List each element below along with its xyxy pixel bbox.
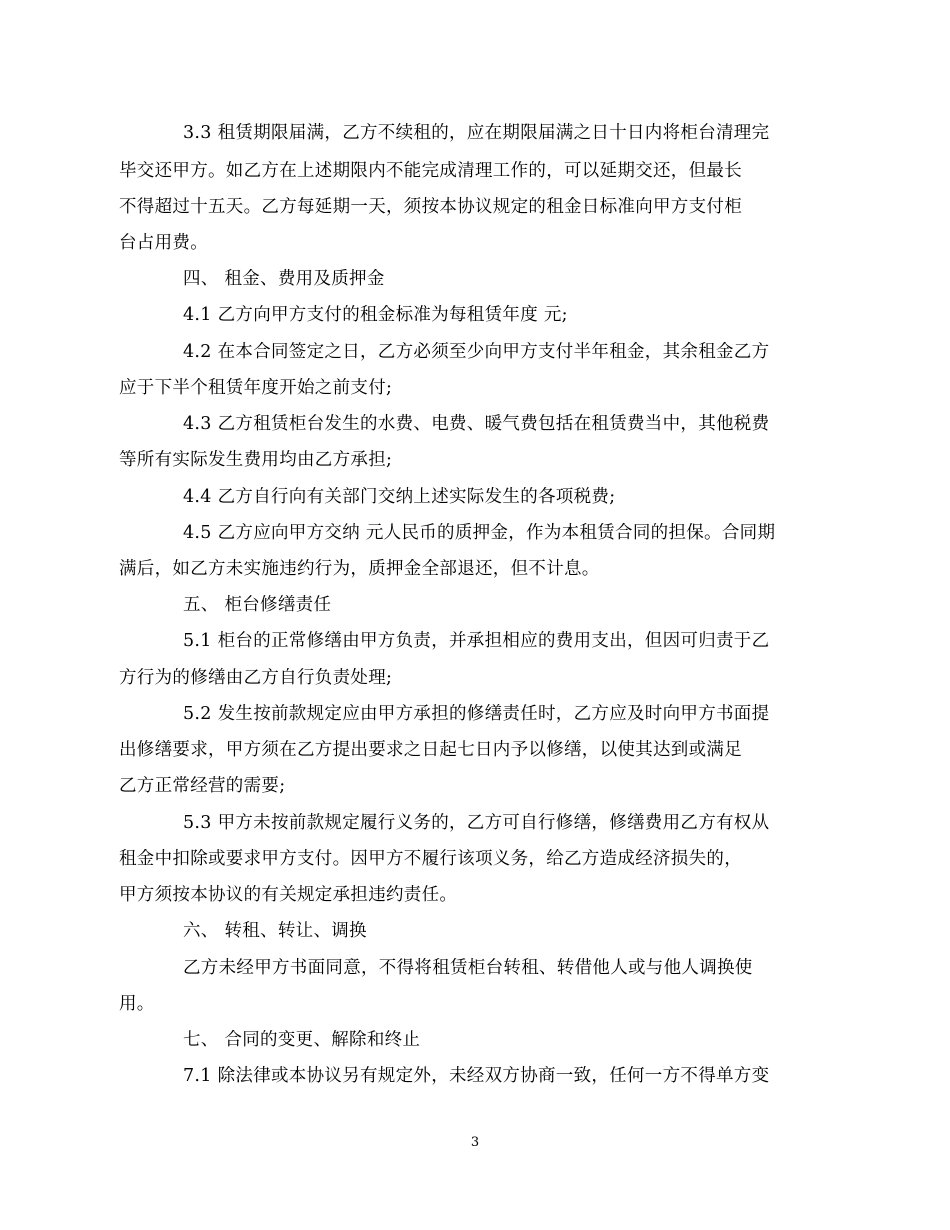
- text-line: 毕交还甲方。如乙方在上述期限内不能完成清理工作的，可以延期交还，但最长: [119, 161, 742, 181]
- text-line: 等所有实际发生费用均由乙方承担;: [119, 450, 393, 470]
- text-line: 台占用费。: [119, 233, 208, 253]
- page-number: 3: [470, 1135, 480, 1150]
- text-line: 4.1 乙方向甲方支付的租金标准为每租赁年度 元;: [183, 305, 568, 325]
- text-line: 乙方未经甲方书面同意，不得将租赁柜台转租、转借他人或与他人调换使: [183, 958, 753, 978]
- text-line: 7.1 除法律或本协议另有规定外，未经双方协商一致，任何一方不得单方变: [183, 1066, 770, 1086]
- text-line: 方行为的修缮由乙方自行负责处理;: [119, 668, 393, 688]
- text-line: 乙方正常经营的需要;: [119, 776, 286, 796]
- text-line: 4.5 乙方应向甲方交纳 元人民币的质押金，作为本租赁合同的担保。合同期: [183, 523, 776, 543]
- section-heading: 五、 柜台修缮责任: [183, 595, 332, 615]
- text-line: 5.2 发生按前款规定应由甲方承担的修缮责任时，乙方应及时向甲方书面提: [183, 704, 770, 724]
- text-line: 不得超过十五天。乙方每延期一天，须按本协议规定的租金日标准向甲方支付柜: [119, 197, 742, 217]
- section-heading: 七、 合同的变更、解除和终止: [183, 1030, 421, 1050]
- text-line: 租金中扣除或要求甲方支付。因甲方不履行该项义务，给乙方造成经济损失的，: [119, 849, 742, 869]
- text-line: 甲方须按本协议的有关规定承担违约责任。: [119, 885, 458, 905]
- text-line: 5.3 甲方未按前款规定履行义务的，乙方可自行修缮，修缮费用乙方有权从: [183, 813, 770, 833]
- text-line: 4.3 乙方租赁柜台发生的水费、电费、暖气费包括在租赁费当中，其他税费: [183, 414, 770, 434]
- text-line: 出修缮要求，甲方须在乙方提出要求之日起七日内予以修缮，以使其达到或满足: [119, 740, 742, 760]
- text-line: 用。: [119, 994, 155, 1014]
- text-line: 5.1 柜台的正常修缮由甲方负责，并承担相应的费用支出，但因可归责于乙: [183, 631, 770, 651]
- text-line: 满后，如乙方未实施违约行为，质押金全部退还，但不计息。: [119, 559, 600, 579]
- text-line: 3.3 租赁期限届满，乙方不续租的，应在期限届满之日十日内将柜台清理完: [183, 123, 770, 143]
- text-line: 4.4 乙方自行向有关部门交纳上述实际发生的各项税费;: [183, 487, 616, 507]
- text-line: 4.2 在本合同签定之日，乙方必须至少向甲方支付半年租金，其余租金乙方: [183, 342, 770, 362]
- section-heading: 四、 租金、费用及质押金: [183, 269, 385, 289]
- section-heading: 六、 转租、转让、调换: [183, 921, 367, 941]
- text-line: 应于下半个租赁年度开始之前支付;: [119, 378, 393, 398]
